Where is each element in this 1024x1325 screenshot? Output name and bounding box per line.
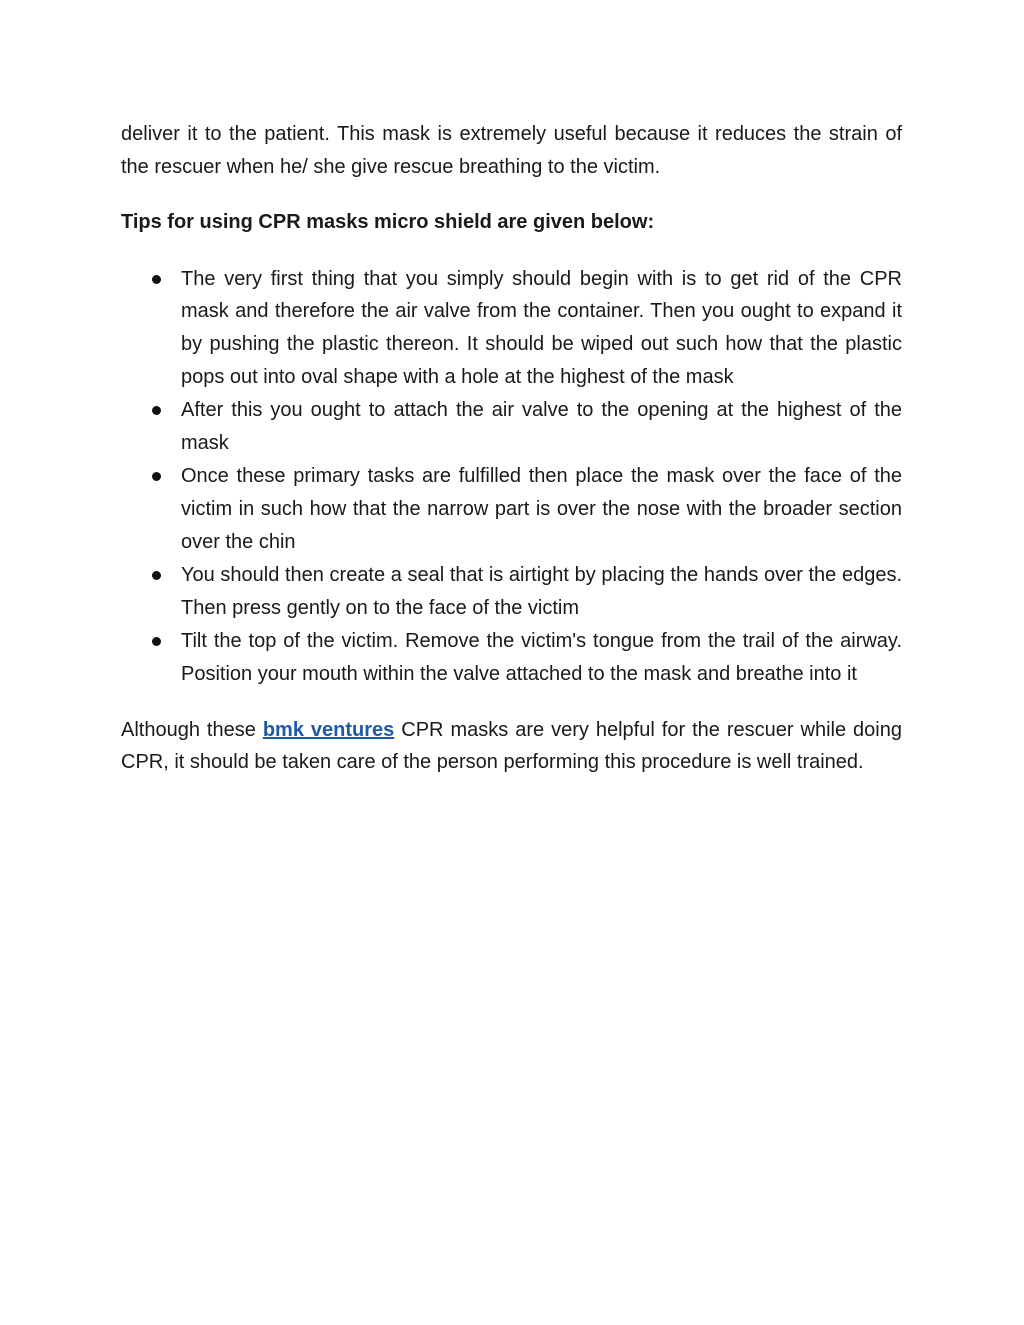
- tips-list: [121, 263, 902, 691]
- bmk-ventures-link[interactable]: bmk ventures: [262, 718, 395, 741]
- list-item-text: Once these primary tasks are fulfilled then place the mask over the face of the victim in such how that the narrow part is over the nose with the broader section over the chin: [181, 465, 902, 553]
- bullet-icon: [152, 637, 161, 646]
- list-item-text: Tilt the top of the victim. Remove the victim's tongue from the trail of the airway. Position your mouth within the valve attached to the mask and breathe into it: [181, 630, 902, 685]
- document-body: [121, 118, 902, 779]
- bullet-icon: [152, 406, 161, 415]
- list-item: [121, 625, 902, 690]
- list-item: [121, 263, 902, 393]
- list-item-text: After this you ought to attach the air valve to the opening at the highest of the mask: [181, 399, 902, 454]
- bullet-icon: [152, 275, 161, 284]
- closing-paragraph: [121, 714, 902, 779]
- bullet-icon: [152, 571, 161, 580]
- closing-text-start: Although these: [121, 718, 263, 741]
- closing-text-end: CPR masks are very helpful for the rescuer while doing CPR, it should be taken care of the person performing this procedure is well trained.: [121, 718, 902, 774]
- list-item: [121, 559, 902, 624]
- intro-paragraph: deliver it to the patient. This mask is extremely useful because it reduces the strain of the rescuer when he/ she give rescue breathing to the victim.: [121, 123, 902, 178]
- list-item: [121, 460, 902, 558]
- list-item-text: You should then create a seal that is airtight by placing the hands over the edges. Then press gently on to the face of the victim: [181, 564, 902, 619]
- list-item-text: The very first thing that you simply should begin with is to get rid of the CPR mask and therefore the air valve from the container. Then you ought to expand it by pushing the plastic thereon. It should be wiped out such how that the plastic pops out into oval shape with a hole at the highest of the mask: [181, 267, 902, 388]
- list-item: [121, 394, 902, 459]
- tips-heading: Tips for using CPR masks micro shield are given below:: [121, 211, 655, 234]
- bullet-icon: [152, 472, 161, 481]
